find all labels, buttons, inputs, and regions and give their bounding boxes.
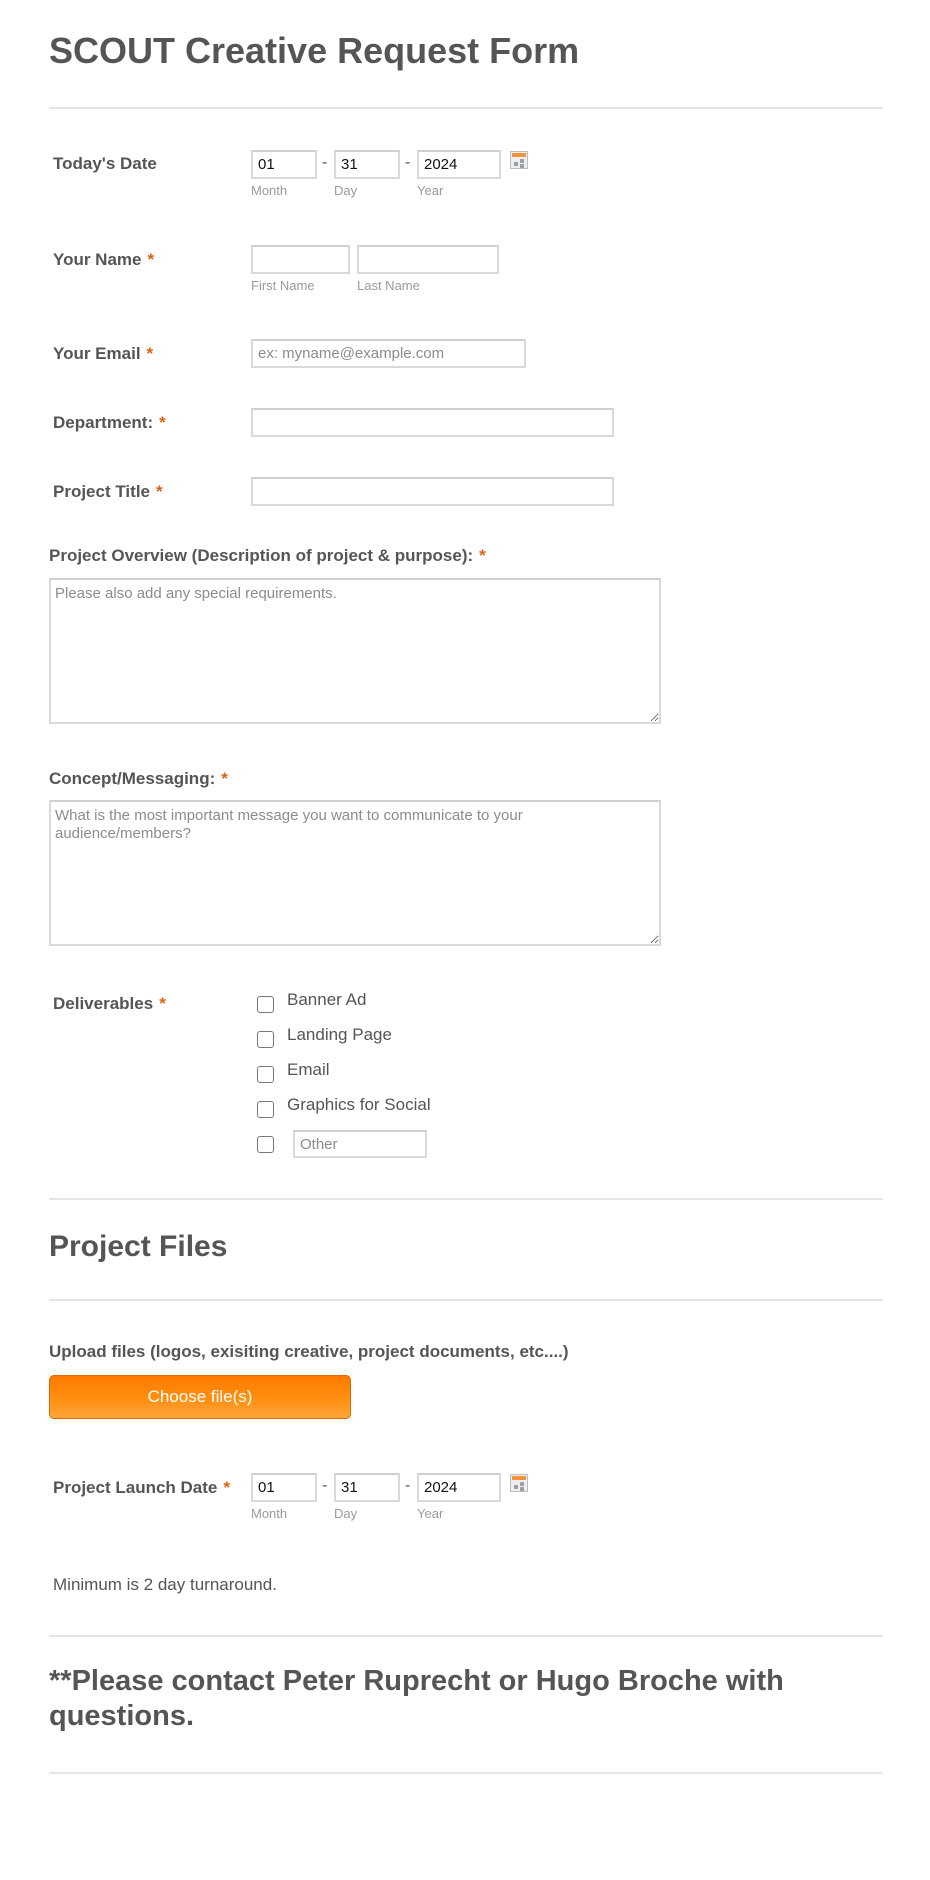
checkbox-label-banner-ad[interactable]: Banner Ad [287, 990, 367, 1009]
divider [49, 1772, 883, 1774]
date-separator: - [405, 154, 411, 171]
calendar-icon[interactable] [510, 151, 528, 169]
todays-date-label [53, 154, 157, 174]
last-name-sublabel: Last Name [357, 278, 420, 293]
project-title-label-text: Project Title [53, 482, 150, 501]
divider [49, 1635, 883, 1637]
turnaround-note: Minimum is 2 day turnaround. [53, 1575, 277, 1594]
required-marker: * [156, 482, 163, 501]
required-marker: * [223, 1478, 230, 1497]
date-separator: - [322, 1477, 328, 1494]
choose-files-button[interactable]: Choose file(s) [49, 1375, 351, 1419]
project-title-input[interactable] [251, 477, 614, 506]
calendar-icon[interactable] [510, 1474, 528, 1492]
year-sublabel: Year [417, 183, 444, 198]
checkbox-label-landing-page[interactable]: Landing Page [287, 1025, 392, 1044]
upload-files-label: Upload files (logos, exisiting creative, project documents, etc....) [49, 1342, 569, 1361]
todays-date-year-input[interactable] [417, 150, 501, 179]
first-name-input[interactable] [251, 245, 350, 274]
required-marker: * [147, 250, 155, 269]
project-title-label [53, 482, 163, 502]
checkbox-landing-page[interactable] [257, 1031, 274, 1048]
your-email-label-text: Your Email [53, 344, 141, 363]
concept-messaging-textarea[interactable] [49, 800, 661, 946]
required-marker: * [146, 344, 154, 363]
project-overview-label [49, 546, 486, 566]
required-marker: * [479, 546, 486, 565]
year-sublabel: Year [417, 1506, 444, 1521]
day-sublabel: Day [334, 1506, 358, 1521]
launch-date-month-input[interactable] [251, 1473, 317, 1502]
your-name-label [53, 250, 154, 270]
divider [49, 1299, 883, 1301]
todays-date-month-input[interactable] [251, 150, 317, 179]
project-files-heading: Project Files [49, 1230, 228, 1263]
required-marker: * [221, 769, 228, 788]
contact-heading: **Please contact Peter Ruprecht or Hugo Broche with questions. [49, 1665, 784, 1732]
checkbox-banner-ad[interactable] [257, 996, 274, 1013]
date-separator: - [322, 154, 328, 171]
divider [49, 1198, 883, 1200]
email-input[interactable] [251, 339, 526, 368]
project-overview-label-text: Project Overview (Description of project & purpose): [49, 546, 474, 565]
department-label-text: Department: [53, 413, 154, 432]
checkbox-other[interactable] [257, 1136, 274, 1153]
checkbox-label-email[interactable]: Email [287, 1060, 330, 1079]
deliverables-label-text: Deliverables [53, 994, 154, 1013]
other-input[interactable] [293, 1130, 427, 1158]
launch-date-year-input[interactable] [417, 1473, 501, 1502]
first-name-sublabel: First Name [251, 278, 315, 293]
launch-date-day-input[interactable] [334, 1473, 400, 1502]
project-overview-textarea[interactable] [49, 578, 661, 724]
department-input[interactable] [251, 408, 614, 437]
date-separator: - [405, 1477, 411, 1494]
checkbox-label-graphics-for-social[interactable]: Graphics for Social [287, 1095, 431, 1114]
launch-date-label [53, 1478, 230, 1498]
month-sublabel: Month [251, 1506, 288, 1521]
todays-date-day-input[interactable] [334, 150, 400, 179]
checkbox-email[interactable] [257, 1066, 274, 1083]
deliverables-label [53, 994, 166, 1014]
month-sublabel: Month [251, 183, 288, 198]
department-label [53, 413, 166, 433]
required-marker: * [159, 994, 166, 1013]
concept-messaging-label [49, 769, 228, 789]
checkbox-graphics-for-social[interactable] [257, 1101, 274, 1118]
your-name-label-text: Your Name [53, 250, 142, 269]
your-email-label [53, 344, 153, 364]
day-sublabel: Day [334, 183, 358, 198]
concept-messaging-label-text: Concept/Messaging: [49, 769, 216, 788]
required-marker: * [159, 413, 166, 432]
last-name-input[interactable] [357, 245, 499, 274]
divider [49, 107, 883, 109]
launch-date-label-text: Project Launch Date [53, 1478, 218, 1497]
form-title: SCOUT Creative Request Form [49, 30, 580, 71]
todays-date-label-text: Today's Date [53, 154, 157, 173]
